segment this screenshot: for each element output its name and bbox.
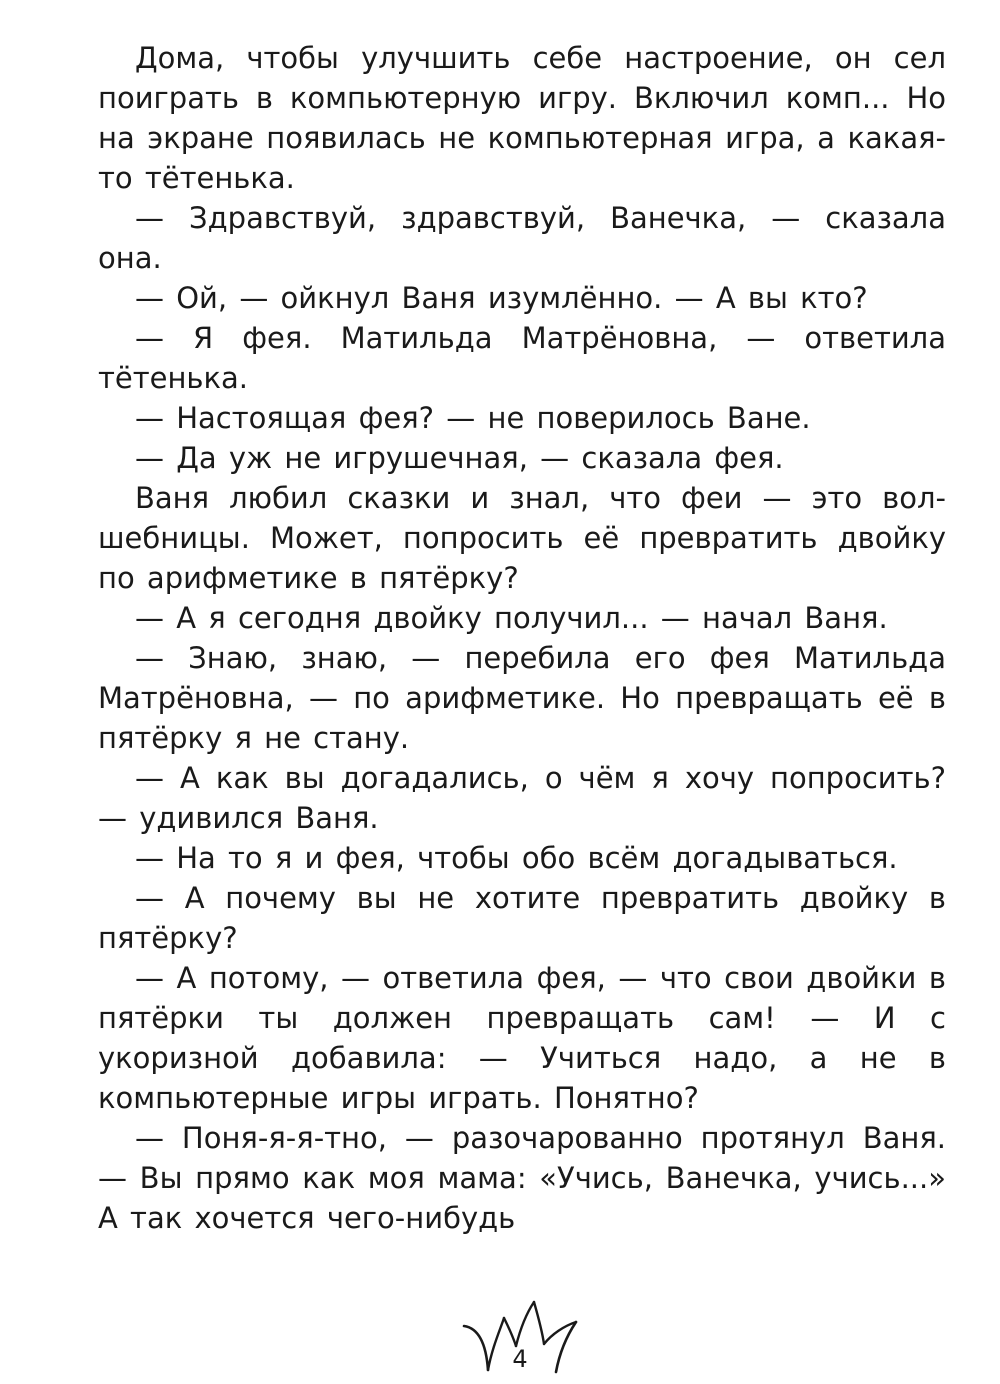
- paragraph-7: Ваня любил сказки и знал, что феи — это волшебницы. Может, попросить её превратить двойку по арифметике в пятёрку?: [98, 481, 946, 595]
- paragraph-2: — Здравствуй, здравствуй, Ванечка, — сказала она.: [98, 201, 946, 275]
- paragraph-1: Дома, чтобы улучшить себе настроение, он сел поиграть в компьютерную игру. Включил комп... Но на экране появилась не компьютерная игра, а какая-то тётенька.: [98, 41, 946, 195]
- paragraph-11: — На то я и фея, чтобы обо всём догадываться.: [135, 841, 898, 875]
- paragraph-10: — А как вы догадались, о чём я хочу попросить? — удивился Ваня.: [98, 761, 946, 835]
- page-text: [98, 38, 946, 1238]
- paragraph-4: — Я фея. Матильда Матрёновна, — ответила тётенька.: [98, 321, 946, 395]
- paragraph-13: — А потому, — ответила фея, — что свои двойки в пятёрки ты должен превращать сам! — И с укоризной добавила: — Учиться надо, а не в компьютерные игры играть. Понятно?: [98, 961, 946, 1115]
- page-footer: [460, 1300, 580, 1384]
- page-number: 4: [512, 1345, 528, 1373]
- paragraph-5: — Настоящая фея? — не поверилось Ване.: [135, 401, 811, 435]
- paragraph-3: — Ой, — ойкнул Ваня изумлённо. — А вы кто?: [135, 281, 868, 315]
- paragraph-12: — А почему вы не хотите превратить двойку в пятёрку?: [98, 881, 946, 955]
- paragraph-9: — Знаю, знаю, — перебила его фея Матильда Матрёновна, — по арифметике. Но превращать её в пятёрку я не стану.: [98, 641, 946, 755]
- paragraph-8: — А я сегодня двойку получил... — начал Ваня.: [135, 601, 888, 635]
- paragraph-6: — Да уж не игрушечная, — сказала фея.: [135, 441, 784, 475]
- paragraph-14: — Поня-я-я-тно, — разочарованно протянул Ваня. — Вы прямо как моя мама: «Учись, Ванечка, учись...» А так хочется чего-нибудь: [98, 1121, 946, 1235]
